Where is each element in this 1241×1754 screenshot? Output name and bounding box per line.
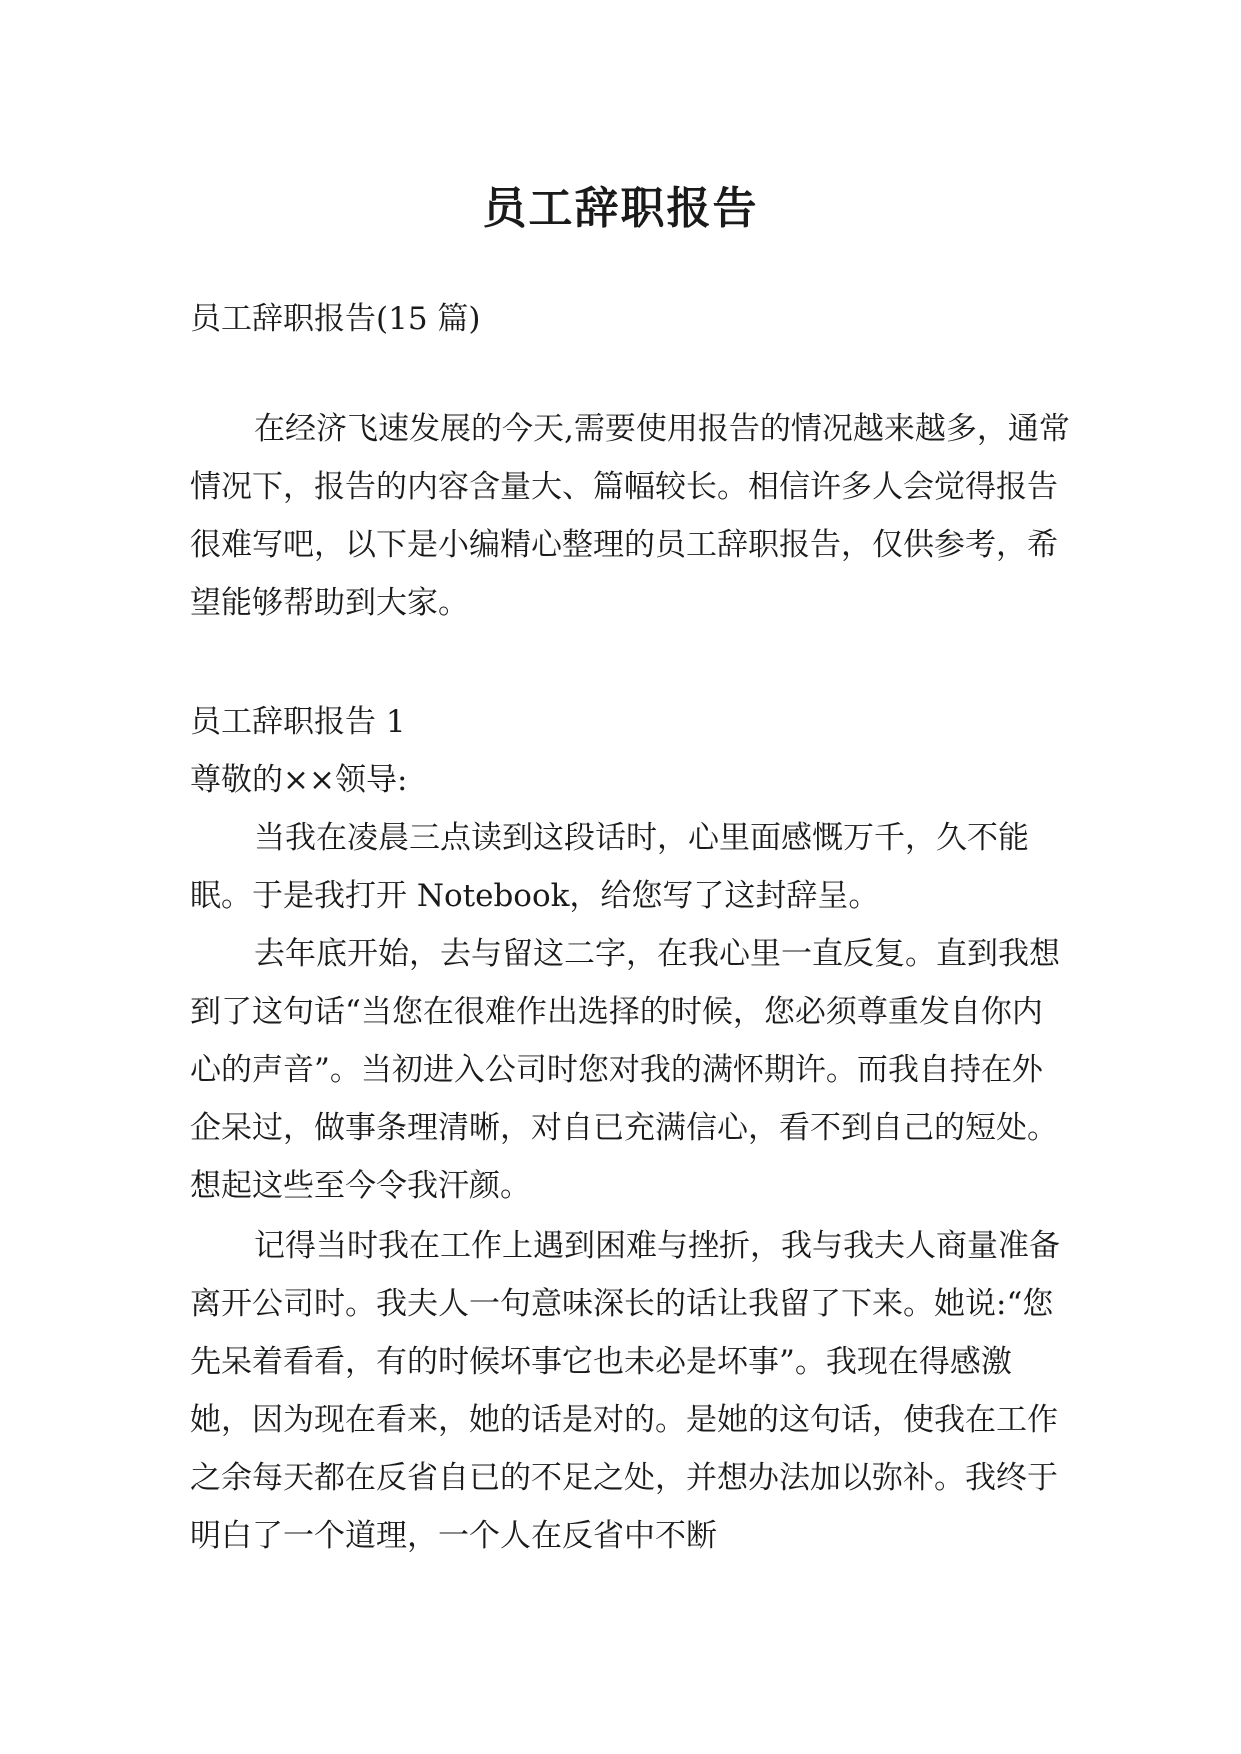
section-heading: 员工辞职报告 1 — [190, 704, 406, 740]
document-title: 员工辞职报告 — [482, 183, 759, 235]
body-paragraph: 当我在凌晨三点读到这段话时，心里面感慨万千，久不能眠。于是我打开 Notebook，给您写了这封辞呈。 — [190, 820, 1029, 914]
intro-paragraph: 在经济飞速发展的今天,需要使用报告的情况越来越多，通常情况下，报告的内容含量大、篇幅较长。相信许多人会觉得报告很难写吧，以下是小编精心整理的员工辞职报告，仅供参考，希望能够帮助到大家。 — [190, 411, 1070, 621]
salutation: 尊敬的××领导: — [190, 762, 408, 798]
body-paragraph: 记得当时我在工作上遇到困难与挫折，我与我夫人商量准备离开公司时。我夫人一句意味深长的话让我留了下来。她说:“您先呆着看看，有的时候坏事它也未必是坏事”。我现在得感激她，因为现在看来，她的话是对的。是她的这句话，使我在工作之余每天都在反省自已的不足之处，并想办法加以弥补。我终于明白了一个道理，一个人在反省中不断 — [190, 1228, 1060, 1554]
body-paragraph: 去年底开始，去与留这二字，在我心里一直反复。直到我想到了这句话“当您在很难作出选择的时候，您必须尊重发自你内心的声音”。当初进入公司时您对我的满怀期许。而我自持在外企呆过，做事条理清晰，对自已充满信心，看不到自己的短处。想起这些至今令我汗颜。 — [190, 936, 1060, 1204]
document-subtitle: 员工辞职报告(15 篇) — [190, 301, 481, 337]
